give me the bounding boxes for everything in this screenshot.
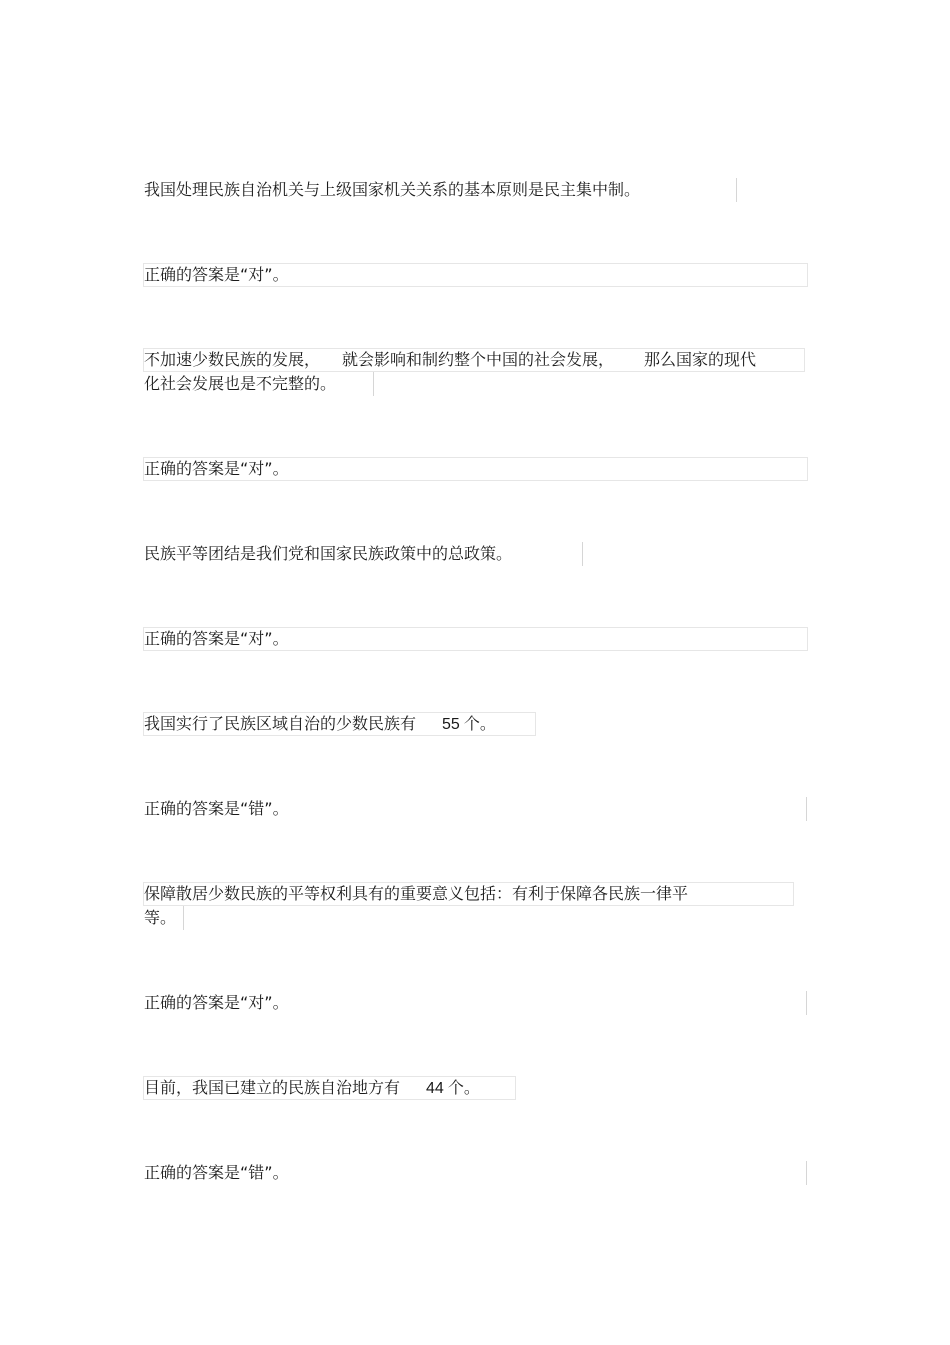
answer-text: 正确的答案是“错”。 [144, 799, 289, 818]
question-text-line [144, 1076, 480, 1101]
question-fragment: 目前，我国已建立的民族自治地方有 [144, 1078, 401, 1097]
question-number: 55 [442, 716, 460, 733]
answer-text: 正确的答案是“对”。 [144, 993, 289, 1012]
text-boundary-mark [806, 991, 807, 1015]
question-fragment: 不加速少数民族的发展， [144, 350, 321, 369]
text-boundary-mark [806, 1161, 807, 1185]
question-fragment: 那么国家的现代 [644, 350, 757, 369]
answer-text: 正确的答案是“对”。 [144, 265, 289, 284]
text-boundary-mark [183, 906, 184, 930]
text-boundary-mark [373, 372, 374, 396]
question-text-line: 等。 [144, 908, 177, 927]
text-boundary-mark [582, 542, 583, 566]
question-text-line: 保障散居少数民族的平等权利具有的重要意义包括：有利于保障各民族一律平 [144, 884, 689, 903]
question-fragment: 就会影响和制约整个中国的社会发展， [342, 350, 615, 369]
question-number: 44 [426, 1080, 444, 1097]
question-text: 我国处理民族自治机关与上级国家机关关系的基本原则是民主集中制。 [144, 180, 641, 199]
question-fragment: 我国实行了民族区域自治的少数民族有 [144, 714, 417, 733]
question-fragment: 个。 [463, 714, 496, 733]
answer-text: 正确的答案是“对”。 [144, 459, 289, 478]
answer-text: 正确的答案是“错”。 [144, 1163, 289, 1182]
answer-text: 正确的答案是“对”。 [144, 629, 289, 648]
question-text: 民族平等团结是我们党和国家民族政策中的总政策。 [144, 544, 513, 563]
question-text-line [144, 348, 804, 372]
question-text-line: 化社会发展也是不完整的。 [144, 374, 337, 393]
question-fragment: 个。 [447, 1078, 480, 1097]
text-boundary-mark [736, 178, 737, 202]
text-boundary-mark [806, 797, 807, 821]
question-text-line [144, 712, 496, 737]
